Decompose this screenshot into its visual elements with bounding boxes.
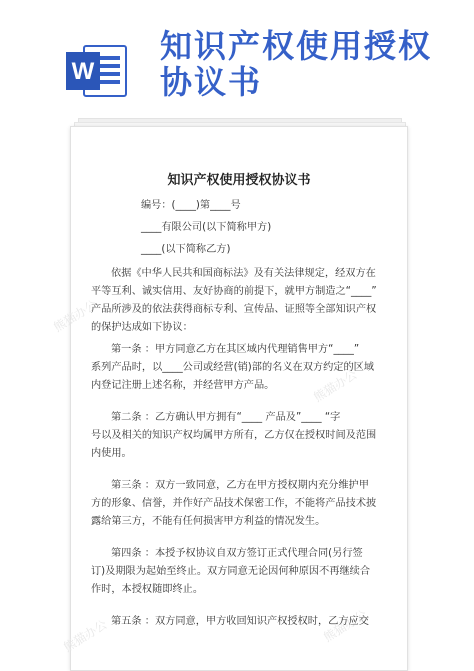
party-a-line: ____有限公司(以下简称甲方) — [141, 222, 272, 233]
banner-title-line2: 协议书 — [160, 63, 263, 101]
text-line: 内登记注册上述名称，并经营甲方产品。 — [91, 380, 275, 391]
document-page — [51, 126, 408, 671]
banner-title-line1: 知识产权使用授权 — [160, 27, 433, 65]
text-line: 第一条 ：甲方同意乙方在其区域内代理销售甲方“____” — [111, 344, 360, 355]
party-b-line: ____(以下简称乙方) — [141, 244, 231, 255]
text-line: 内使用。 — [91, 448, 132, 459]
article-1 — [91, 341, 387, 395]
article-4 — [91, 545, 387, 599]
text-line: 第三条 ：双方一致同意，乙方在甲方授权期内充分维护甲 — [111, 480, 369, 491]
header-banner — [0, 0, 474, 120]
text-line: 第二条 ：乙方确认甲方拥有“____ 产品及”____ “字 — [111, 412, 341, 423]
watermark-text: 熊猫办公 — [61, 617, 110, 655]
article-5 — [91, 613, 387, 631]
text-line: 作时，本授权随即终止。 — [91, 584, 204, 595]
document-number: 编号：(____)第____号 — [141, 200, 241, 211]
text-line: 平等互利、诚实信用、友好协商的前提下，就甲方制造之“____” — [91, 286, 377, 297]
document-title: 知识产权使用授权协议书 — [167, 173, 311, 188]
word-document-icon — [66, 44, 128, 98]
text-line: 第五条 ：双方同意，甲方收回知识产权授权时，乙方应交 — [111, 616, 369, 627]
text-line: 订)及期限为起始至终止。双方同意无论因何种原因不再继续合 — [91, 566, 371, 577]
text-line: 的保护达成如下协议： — [91, 322, 193, 333]
text-line: 产品所涉及的依法获得商标专利、宣传品、证照等全部知识产权 — [91, 304, 377, 315]
text-line: 系列产品时，以____公司或经营(销)部的名义在双方约定的区域 — [91, 362, 375, 373]
text-line: 方的形象、信誉，并作好产品技术保密工作，不能将产品技术披 — [91, 498, 377, 509]
article-2 — [91, 409, 387, 463]
text-line: 第四条 ：本授予权协议自双方签订正式代理合同(另行签 — [111, 548, 363, 559]
watermark-text: 熊猫办公 — [311, 367, 360, 405]
watermark-text: 熊猫办公 — [51, 297, 100, 335]
text-line: 露给第三方，不能有任何损害甲方利益的情况发生。 — [91, 516, 326, 527]
word-letter: W — [71, 58, 95, 85]
text-line: 号以及相关的知识产权均属甲方所有，乙方仅在授权时间及范围 — [91, 430, 377, 441]
watermark-text: 熊猫办公 — [321, 607, 370, 645]
text-line: 依据《中华人民共和国商标法》及有关法律规定，经双方在 — [111, 268, 376, 279]
article-3 — [91, 477, 387, 531]
banner-title — [160, 28, 460, 100]
preamble-paragraph — [91, 265, 387, 337]
